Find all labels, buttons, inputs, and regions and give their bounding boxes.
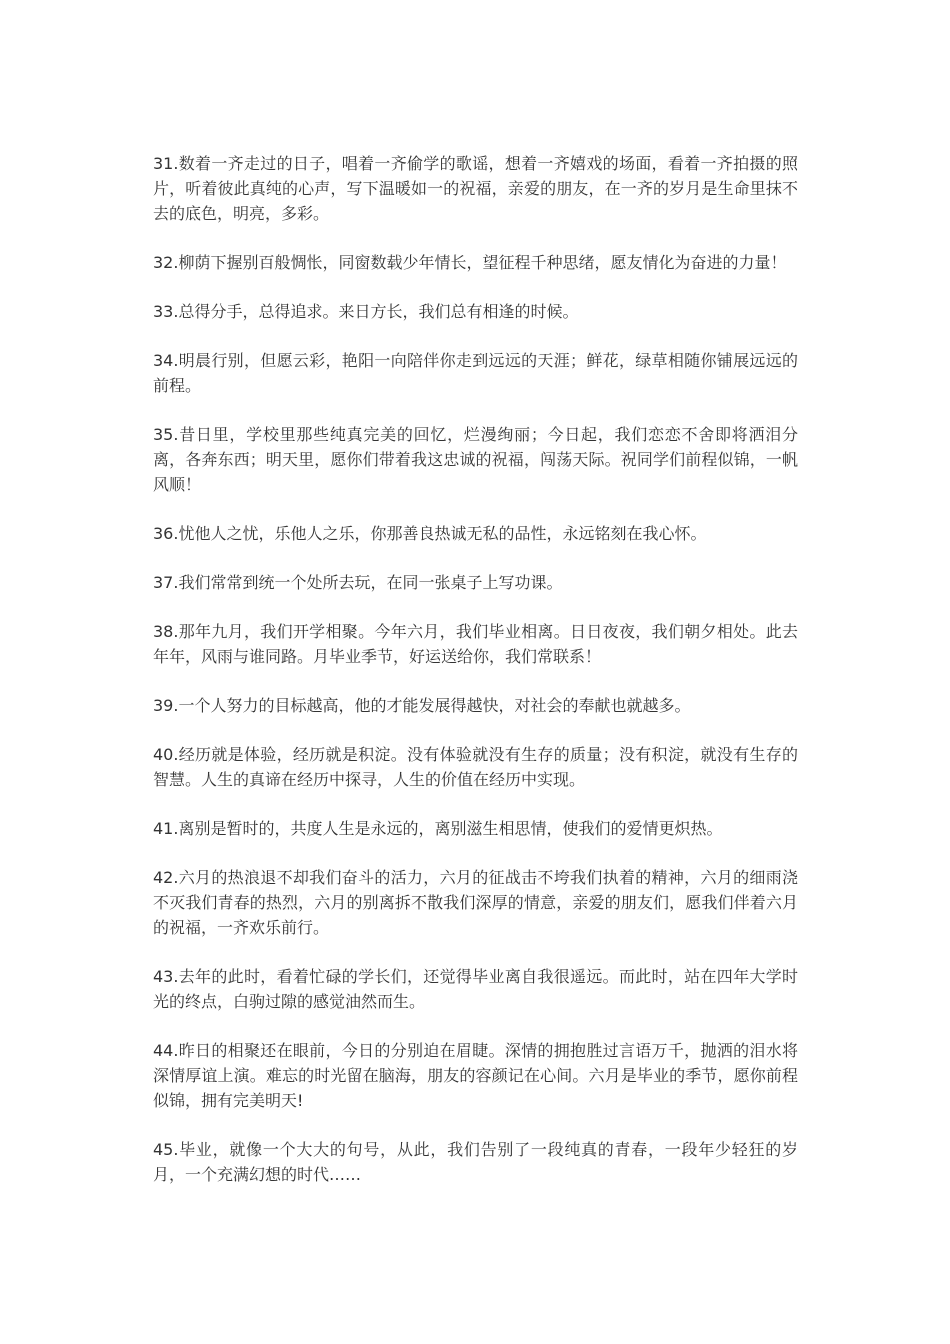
paragraph-38: 38.那年九月，我们开学相聚。今年六月，我们毕业相离。日日夜夜，我们朝夕相处。此去年年，风雨与谁同路。月毕业季节，好运送给你，我们常联系！ [153,622,798,666]
paragraph-33: 33.总得分手，总得追求。来日方长，我们总有相逢的时候。 [153,302,579,321]
paragraph-41: 41.离别是暂时的，共度人生是永远的，离别滋生相思情，使我们的爱情更炽热。 [153,819,723,838]
paragraph-34: 34.明晨行别，但愿云彩，艳阳一向陪伴你走到远远的天涯；鲜花，绿草相随你铺展远远的前程。 [153,351,798,395]
paragraph-37: 37.我们常常到统一个处所去玩，在同一张桌子上写功课。 [153,573,563,592]
document-body [153,151,798,1211]
paragraph-42: 42.六月的热浪退不却我们奋斗的活力，六月的征战击不垮我们执着的精神，六月的细雨浇不灭我们青春的热烈，六月的别离拆不散我们深厚的情意，亲爱的朋友们，愿我们伴着六月的祝福，一齐欢乐前行。 [153,868,798,937]
paragraph-39: 39.一个人努力的目标越高，他的才能发展得越快，对社会的奉献也就越多。 [153,696,691,715]
paragraph-44: 44.昨日的相聚还在眼前，今日的分别迫在眉睫。深情的拥抱胜过言语万千，抛洒的泪水将深情厚谊上演。难忘的时光留在脑海，朋友的容颜记在心间。六月是毕业的季节，愿你前程似锦，拥有完美明天! [153,1041,798,1110]
paragraph-31: 31.数着一齐走过的日子，唱着一齐偷学的歌谣，想着一齐嬉戏的场面，看着一齐拍摄的照片，听着彼此真纯的心声，写下温暖如一的祝福，亲爱的朋友，在一齐的岁月是生命里抹不去的底色，明亮，多彩。 [153,154,798,223]
paragraph-40: 40.经历就是体验，经历就是积淀。没有体验就没有生存的质量；没有积淀，就没有生存的智慧。人生的真谛在经历中探寻，人生的价值在经历中实现。 [153,745,798,789]
paragraph-43: 43.去年的此时，看着忙碌的学长们，还觉得毕业离自我很遥远。而此时，站在四年大学时光的终点，白驹过隙的感觉油然而生。 [153,967,798,1011]
paragraph-32: 32.柳荫下握别百般惆怅，同窗数载少年情长，望征程千种思绪，愿友情化为奋进的力量！ [153,253,787,272]
paragraph-45: 45.毕业，就像一个大大的句号，从此，我们告别了一段纯真的青春，一段年少轻狂的岁月，一个充满幻想的时代…… [153,1140,798,1184]
paragraph-36: 36.忧他人之忧，乐他人之乐，你那善良热诚无私的品性，永远铭刻在我心怀。 [153,524,707,543]
paragraph-35: 35.昔日里，学校里那些纯真完美的回忆，烂漫绚丽；今日起，我们恋恋不舍即将洒泪分离，各奔东西；明天里，愿你们带着我这忠诚的祝福，闯荡天际。祝同学们前程似锦，一帆风顺！ [153,425,798,494]
